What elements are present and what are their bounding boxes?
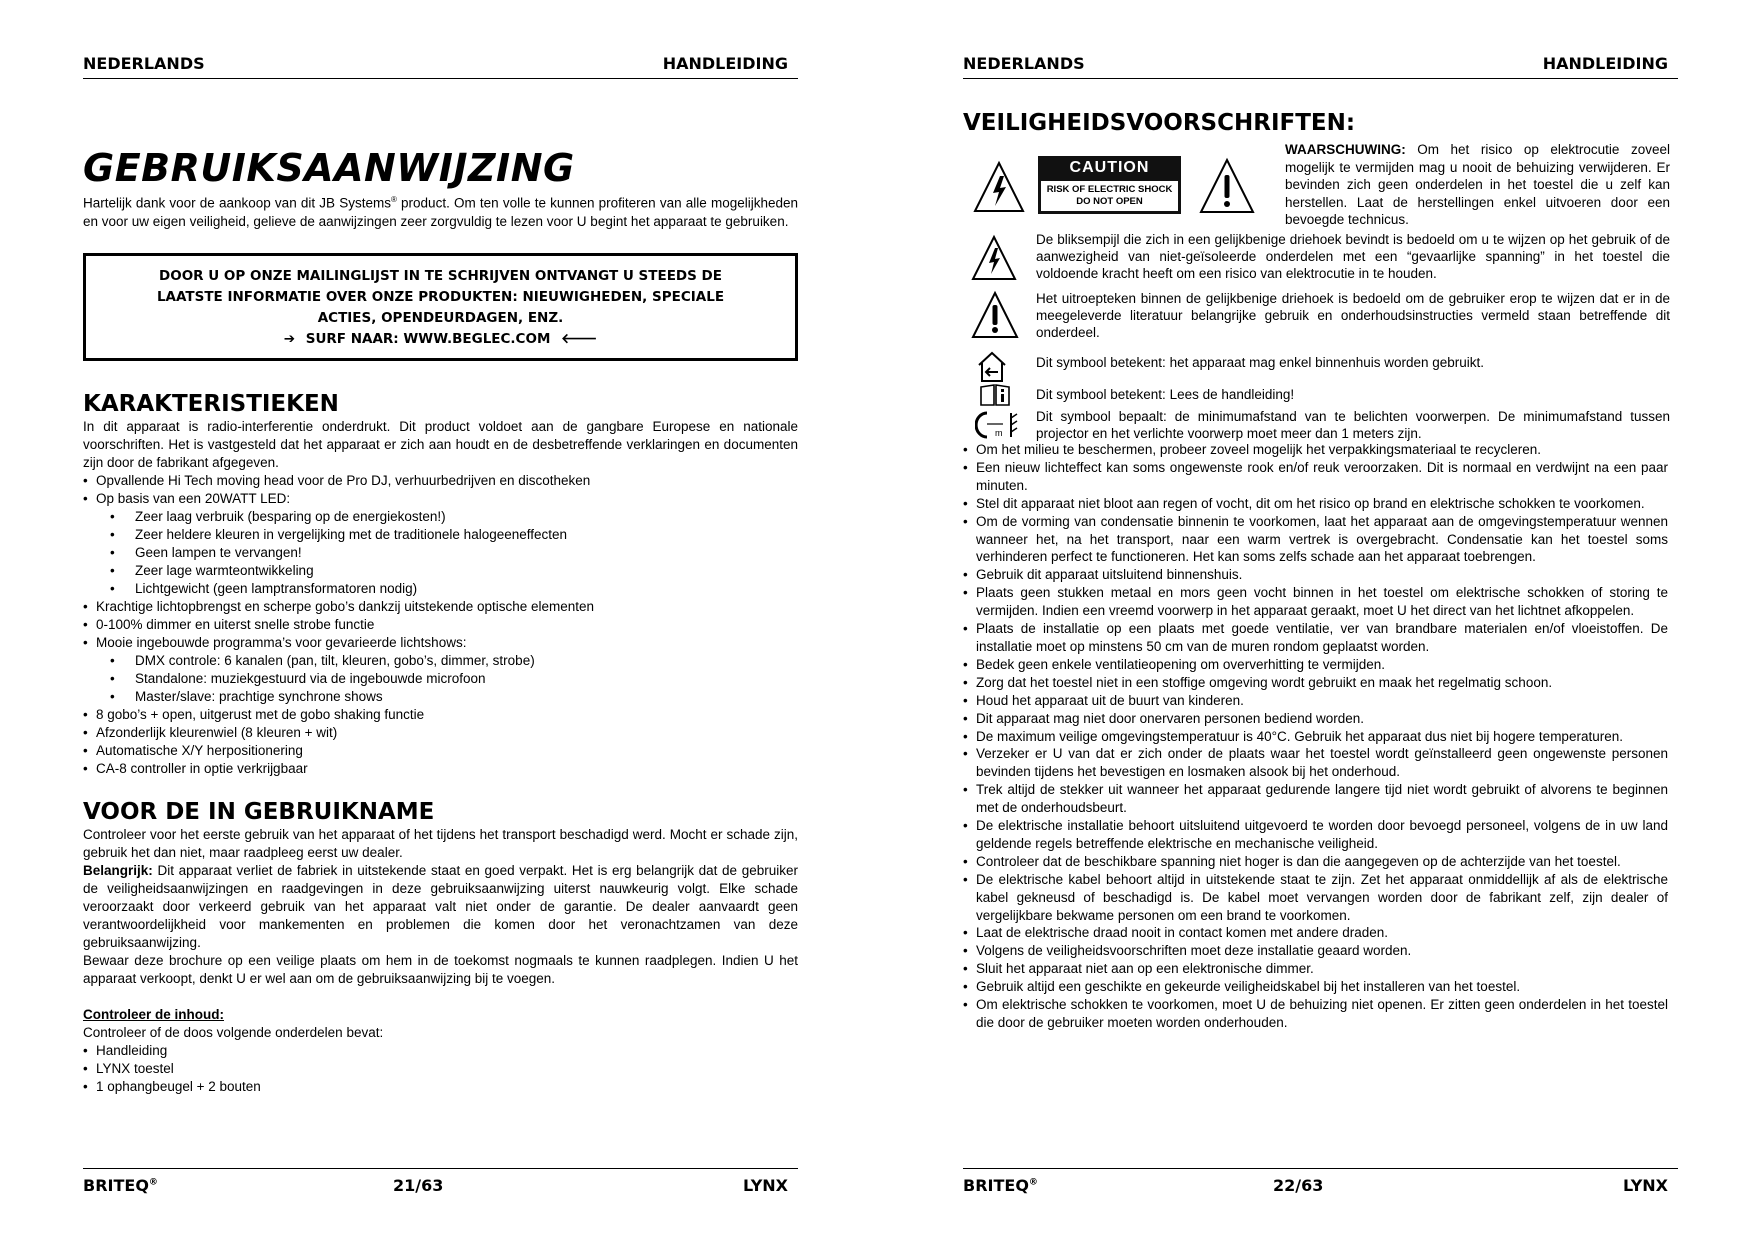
feature-list-item: • Op basis van een 20WATT LED: [83, 490, 798, 508]
minimum-distance-icon [975, 410, 1019, 440]
page-header [963, 52, 1678, 79]
safety-list-item: • Gebruik altijd een geschikte en gekeurde veiligheidskabel bij het installeren van het toestel. [963, 978, 1668, 996]
left-page [83, 0, 798, 1240]
feature-list-item: • Standalone: muziekgestuurd via de ingebouwde microfoon [83, 670, 798, 688]
caution-subtext [1041, 181, 1178, 211]
safety-list-item: • Om de vorming van condensatie binnenin te voorkomen, laat het apparaat aan de omgevingstemperatuur wennen wanneer het, na het transport, naar een warm vertrek is overgebracht. Condensatie kan het toestel soms verhinderen perfect te functioneren. Het kan soms zelfs schade aan het apparaat toebrengen. [963, 513, 1668, 567]
feature-list [83, 472, 798, 778]
feature-list-item: • Zeer lage warmteontwikkeling [83, 562, 798, 580]
feature-list-item: • Master/slave: prachtige synchrone shows [83, 688, 798, 706]
safety-list-item: • Verzeker er U van dat er zich onder de plaats waar het toestel wordt geïnstalleerd geen ongewenste personen bevinden tijdens het bevestigen en losmaken alsook bij het onderhoud. [963, 745, 1668, 781]
safety-list-item: • Dit apparaat mag niet door onervaren personen bediend worden. [963, 710, 1668, 728]
check-list-item: • LYNX toestel [83, 1060, 798, 1078]
distance-description: Dit symbool bepaalt: de minimumafstand van te belichten voorwerpen. De minimumafstand tussen projector en het verlichte voorwerp moet meer dan 1 meters zijn. [1036, 409, 1670, 441]
brand-reg-mark: ® [148, 1177, 158, 1188]
lightning-triangle-icon [971, 234, 1017, 282]
exclamation-description: Het uitroepteken binnen de gelijkbenige driehoek is bedoeld om de gebruiker erop te wijzen dat er in de meegeleverde literatuur belangrijke gebruik en onderhoudsinstructies vermeld staan betreffende dit onderdeel. [1036, 291, 1670, 340]
footer-model: LYNX [742, 1176, 788, 1195]
feature-list-item: • Lichtgewicht (geen lamptransformatoren nodig) [83, 580, 798, 598]
caution-line-2: DO NOT OPEN [1076, 196, 1143, 207]
footer-model: LYNX [1622, 1176, 1668, 1195]
page-number: 22/63 [1273, 1176, 1324, 1195]
header-doc-type: HANDLEIDING [1542, 54, 1668, 73]
safety-list [963, 441, 1668, 1032]
feature-list-item: • Zeer heldere kleuren in vergelijking met de traditionele halogeeneffecten [83, 526, 798, 544]
safety-list-item: • Zorg dat het toestel niet in een stoffige omgeving wordt gebruikt en maak het regelmatig schoon. [963, 674, 1668, 692]
caution-title: CAUTION [1069, 159, 1150, 176]
right-page [963, 0, 1678, 1240]
mailing-list-box [83, 253, 798, 361]
check-contents-text: Controleer of de doos volgende onderdelen bevat: [83, 1025, 384, 1040]
before-use-section [83, 799, 798, 1096]
check-list-item: • 1 ophangbeugel + 2 bouten [83, 1078, 798, 1096]
header-language: NEDERLANDS [963, 54, 1085, 73]
exclamation-triangle-icon [1199, 157, 1255, 215]
exclamation-triangle-icon [971, 290, 1019, 340]
safety-list-item: • Een nieuw lichteffect kan soms ongewenste rook en/of reuk veroorzaken. Dit is normaal en verdwijnt na een paar minuten. [963, 459, 1668, 495]
lightning-description: De bliksempijl die zich in een gelijkbenige driehoek bevindt is bedoeld om u te wijzen op het gebruik of de aanwezigheid van niet-geïsoleerde onderdelen met een “gevaarlijke spanning” in het toestel die voldoende kracht heeft om een risico van elektrocutie in te houden. [1036, 232, 1670, 281]
before-use-p2 [83, 862, 798, 952]
important-text: Dit apparaat verliet de fabriek in uitstekende staat en goed verpakt. Het is erg belangrijk dat de gebruiker de veiligheidsaanwijzingen en raadgevingen in deze gebruiksaanwijzing uiterst nauwkeurig volgt. Elke schade veroorzaakt door verkeerd gebruik van het apparaat valt niet onder de garantie. De dealer aanvaardt geen verantwoordelijkheid voor mankementen en problemen die komen door het veronachtzamen van deze gebruiksaanwijzing. [83, 863, 798, 950]
brand-reg-mark: ® [1028, 1177, 1038, 1188]
box-line-3: ACTIES, OPENDEURDAGEN, ENZ. [317, 310, 564, 326]
brand-name: BRITEQ [963, 1176, 1029, 1195]
box-line-1: DOOR U OP ONZE MAILINGLIJST IN TE SCHRIJVEN ONTVANGT U STEEDS DE [159, 268, 722, 284]
page-number: 21/63 [393, 1176, 444, 1195]
features-intro: In dit apparaat is radio-interferentie onderdrukt. Dit product voldoet aan de gangbare Europese en nationale voorschriften. Het is vastgesteld dat het apparaat er zich aan houdt en de desbetreffende verklaringen en documenten zijn door de fabrikant afgegeven. [83, 419, 798, 470]
feature-list-item: • Automatische X/Y herpositionering [83, 742, 798, 760]
arrow-left-icon: 🡐 [561, 331, 598, 347]
before-use-p1: Controleer voor het eerste gebruik van het apparaat of het tijdens het transport beschadigd werd. Mocht er schade zijn, gebruik het dan niet, maar raadpleeg eerst uw dealer. [83, 827, 798, 860]
safety-list-item: • Bedek geen enkele ventilatieopening om oververhitting te vermijden. [963, 656, 1668, 674]
website-link[interactable]: SURF NAAR: WWW.BEGLEC.COM [305, 331, 551, 347]
intro-text-1: Hartelijk dank voor de aankoop van dit JB Systems [83, 195, 391, 211]
feature-list-item: • Opvallende Hi Tech moving head voor de Pro DJ, verhuurbedrijven en discotheken [83, 472, 798, 490]
caution-line-1: RISK OF ELECTRIC SHOCK [1046, 184, 1173, 195]
warning-text: Om het risico op elektrocutie zoveel mogelijk te vermijden mag u nooit de behuizing verwijderen. Er bevinden zich geen onderdelen in het toestel die u zelf kan herstellen. Laat de herstellingen enkel uitvoeren door een bevoegde technicus. [1285, 142, 1670, 227]
check-list-item: • Handleiding [83, 1042, 798, 1060]
warning-paragraph [1285, 141, 1670, 229]
lightning-triangle-icon [973, 160, 1025, 214]
safety-list-item: • De elektrische installatie behoort uitsluitend uitgevoerd te worden door bevoegd personeel, volgens de in uw land geldende regels betreffende elektrische en mechanische veiligheid. [963, 817, 1668, 853]
feature-list-item: • DMX controle: 6 kanalen (pan, tilt, kleuren, gobo’s, dimmer, strobe) [83, 652, 798, 670]
important-label: Belangrijk: [83, 863, 153, 878]
caution-label [1038, 156, 1181, 214]
feature-list-item: • Zeer laag verbruik (besparing op de energiekosten!) [83, 508, 798, 526]
safety-list-item: • Trek altijd de stekker uit wanneer het apparaat gedurende langere tijd niet wordt gebruikt of alvorens te beginnen met de onderhoudsbeurt. [963, 781, 1668, 817]
intro-paragraph [83, 191, 798, 231]
indoor-description: Dit symbool betekent: het apparaat mag enkel binnenhuis worden gebruikt. [1036, 355, 1485, 370]
brand-name: BRITEQ [83, 1176, 149, 1195]
footer-brand [83, 1176, 158, 1195]
safety-list-item: • Volgens de veiligheidsvoorschriften moet deze installatie geaard worden. [963, 942, 1668, 960]
safety-list-item: • Om elektrische schokken te voorkomen, moet U de behuizing niet openen. Er zitten geen onderdelen in het toestel die door de gebruiker moeten worden onderhouden. [963, 996, 1668, 1032]
header-language: NEDERLANDS [83, 54, 205, 73]
feature-list-item: • 0-100% dimmer en uiterst snelle strobe functie [83, 616, 798, 634]
feature-list-item: • Geen lampen te vervangen! [83, 544, 798, 562]
safety-list-item: • Om het milieu te beschermen, probeer zoveel mogelijk het verpakkingsmateriaal te recycleren. [963, 441, 1668, 459]
footer-brand [963, 1176, 1038, 1195]
box-surf-line [86, 329, 795, 350]
box-line-2: LAATSTE INFORMATIE OVER ONZE PRODUKTEN: NIEUWIGHEDEN, SPECIALE [156, 289, 725, 305]
before-use-heading: VOOR DE IN GEBRUIKNAME [83, 799, 435, 825]
safety-list-item: • De elektrische kabel behoort altijd in uitstekende staat te zijn. Zet het apparaat onmiddellijk af als de elektrische kabel gekneusd of beschadigd is. De kabel moet vervangen worden door de fabrikant zelf, zijn dealer of vergelijkbare bekwame personen om een brand te voorkomen. [963, 871, 1668, 925]
before-use-p3: Bewaar deze brochure op een veilige plaats om hem in de toekomst nogmaals te kunnen raadplegen. Indien U het apparaat verkoopt, denkt U er wel aan om de gebruiksaanwijzing bij te voegen. [83, 953, 798, 986]
feature-list-item: • Krachtige lichtopbrengst en scherpe gobo’s dankzij uitstekende optische elementen [83, 598, 798, 616]
feature-list-item: • Afzonderlijk kleurenwiel (8 kleuren + wit) [83, 724, 798, 742]
feature-list-item: • CA-8 controller in optie verkrijgbaar [83, 760, 798, 778]
safety-list-item: • Houd het apparaat uit de buurt van kinderen. [963, 692, 1668, 710]
indoor-use-icon [975, 350, 1009, 384]
intro-text-2: product. Om ten volle te kunnen profiteren van alle mogelijkheden en voor uw eigen veiligheid, gelieve de aanwijzingen zeer zorgvuldig te lezen voor U begint het apparaat te gebruiken. [83, 195, 798, 229]
warning-label: WAARSCHUWING: [1285, 142, 1406, 157]
safety-list-item: • De maximum veilige omgevingstemperatuur is 40°C. Gebruik het apparaat dus niet bij hogere temperaturen. [963, 728, 1668, 746]
safety-list-item: • Gebruik dit apparaat uitsluitend binnenshuis. [963, 566, 1668, 584]
safety-list-item: • Sluit het apparaat niet aan op een elektronische dimmer. [963, 960, 1668, 978]
read-manual-icon [979, 383, 1011, 407]
safety-list-item: • Plaats geen stukken metaal en mors geen vocht binnen in het toestel om elektrische schokken of storing te vermijden. Indien een vreemd voorwerp in het apparaat geraakt, moet U het direct van het lichtnet afkoppelen. [963, 584, 1668, 620]
safety-list-item: • Controleer dat de beschikbare spanning niet hoger is dan die aangegeven op de achterzijde van het toestel. [963, 853, 1668, 871]
manual-description: Dit symbool betekent: Lees de handleiding! [1036, 387, 1295, 402]
safety-title: VEILIGHEIDSVOORSCHRIFTEN: [963, 110, 1356, 136]
page-footer [83, 1168, 798, 1199]
feature-list-item: • 8 gobo’s + open, uitgerust met de gobo shaking functie [83, 706, 798, 724]
safety-list-item: • Plaats de installatie op een plaats met goede ventilatie, ver van brandbare materialen en/of vloeistoffen. De installatie moet op minstens 50 cm van de muren rondom geplaatst worden. [963, 620, 1668, 656]
header-doc-type: HANDLEIDING [662, 54, 788, 73]
check-list [83, 1042, 798, 1096]
page-header [83, 52, 798, 79]
feature-list-item: • Mooie ingebouwde programma’s voor gevarieerde lichtshows: [83, 634, 798, 652]
arrow-right-icon: ➔ [283, 331, 296, 347]
check-contents-title: Controleer de inhoud: [83, 1007, 224, 1022]
registered-mark: ® [390, 195, 397, 204]
safety-list-item: • Laat de elektrische draad nooit in contact komen met andere draden. [963, 924, 1668, 942]
safety-list-item: • Stel dit apparaat niet bloot aan regen of vocht, dit om het risico op brand en elektrische schokken te voorkomen. [963, 495, 1668, 513]
features-section [83, 391, 798, 778]
page-title: GEBRUIKSAANWIJZING [83, 146, 575, 190]
page-footer [963, 1168, 1678, 1199]
features-heading: KARAKTERISTIEKEN [83, 391, 339, 417]
distance-unit-label: m [995, 428, 1003, 438]
